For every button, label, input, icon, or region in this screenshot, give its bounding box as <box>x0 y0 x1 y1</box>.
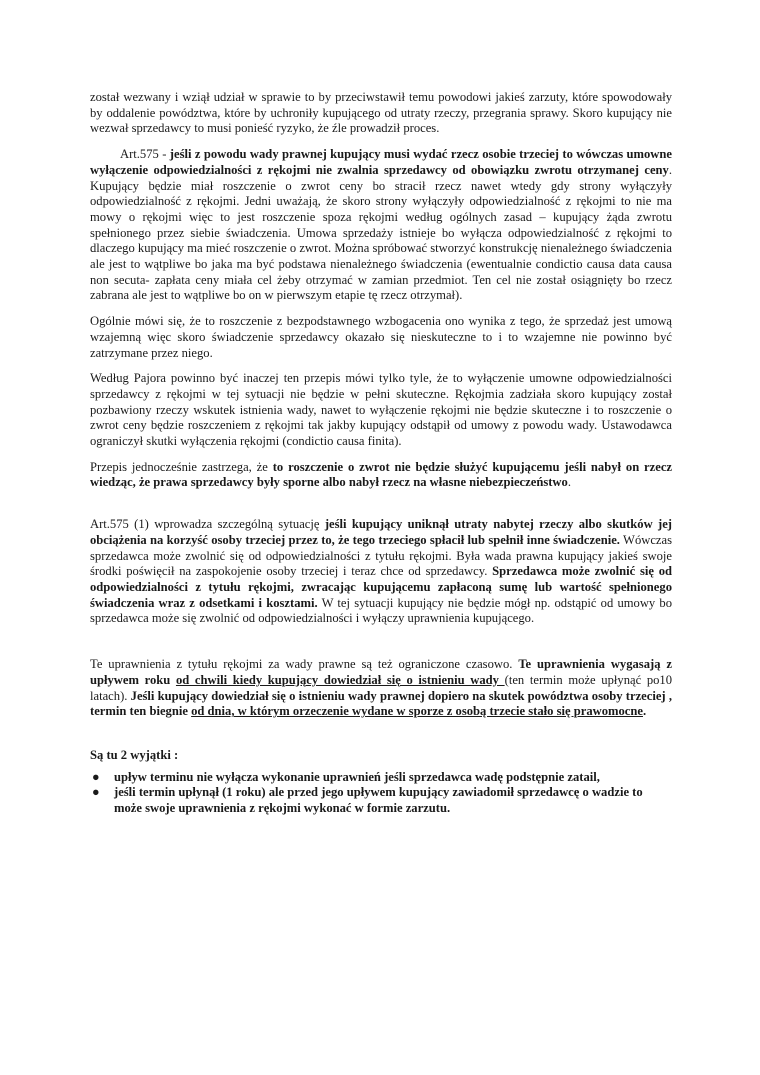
underlined-run: od chwili kiedy kupujący dowiedział się o istnieniu wady <box>175 672 505 687</box>
exceptions-list <box>90 770 672 817</box>
bold-run <box>176 673 505 687</box>
paragraph-1: został wezwany i wziął udział w sprawie to by przeciwstawił temu powodowi jakieś zarzuty, które spowodowały by oddalenie powództwa, które by uchroniły kupującego od utraty rzeczy, przegrania sprawy. Skoro kupujący nie wezwał sprzedawcy to musi ponieść ryzyko, że źle prowadził proces. <box>90 90 672 136</box>
paragraph-art-575-1 <box>90 517 672 627</box>
exceptions-section <box>90 748 672 817</box>
paragraph-3: Ogólnie mówi się, że to roszczenie z bezpodstawnego wzbogacenia ono wynika z tego, że sprzedaż jest umową wzajemną więc skoro świadczenie sprzedawcy okazało się nieskuteczne to i to wzajemne nie powinno być zatrzymane przez niego. <box>90 314 672 360</box>
bold-run: Te uprawnienia wygasają z upływem roku <box>90 657 672 687</box>
paragraph-time-limits <box>90 657 672 720</box>
bold-run: jeśli z powodu wady prawnej kupujący musi wydać rzecz osobie trzeciej to wówczas umowne wyłączenie odpowiedzialności z rękojmi nie zwalnia sprzedawcy od obowiązku zwrotu otrzymanej ceny <box>90 147 672 177</box>
paragraph-4: Według Pajora powinno być inaczej ten przepis mówi tylko tyle, że to wyłączenie umowne odpowiedzialności sprzedawcy z rękojmi w tej sytuacji nie będzie w pełni skuteczne. Rękojmia zadziała skoro kupujący został pozbawiony rzeczy wskutek istnienia wady, nawet to wyłączenie rękojmi nie będzie skuteczne i to roszczenie o zwrot ceny będzie roszczeniem z rękojmi tak jakby kupujący odstąpił od umowy z powodu wady. Ustawodawca ograniczył skutki wyłączenia rękojmi (condictio causa finita). <box>90 371 672 449</box>
exceptions-heading: Są tu 2 wyjątki : <box>90 747 179 762</box>
list-item <box>90 785 672 816</box>
bold-run: jeśli kupujący uniknął utraty nabytej rzeczy albo skutków jej obciążenia na korzyść osoby trzeciej przez to, że tego trzeciego spłacił lub spełnił inne świadczenie. <box>90 517 672 547</box>
text-run: Art.575 - <box>120 147 170 162</box>
text-run: W tej sytuacji kupujący nie będzie mógł np. odstąpić od umowy bo sprzedawca może się zwolnić od odpowiedzialności i wyłączy uprawnienia kupującego. <box>90 595 672 626</box>
text-run: Te uprawnienia z tytułu rękojmi za wady prawne są też ograniczone czasowo. <box>90 657 519 672</box>
paragraph-art-575 <box>90 147 672 304</box>
bullet-icon: ● <box>92 769 100 784</box>
list-item-text: upływ terminu nie wyłącza wykonanie uprawnień jeśli sprzedawca wadę podstępnie zatail, <box>114 769 600 784</box>
bold-run <box>191 704 643 718</box>
document-page <box>90 90 672 817</box>
text-run: Art.575 (1) wprowadza szczególną sytuację <box>90 517 325 532</box>
list-item-text: jeśli termin upłynął (1 roku) ale przed jego upływem kupujący zawiadomił sprzedawcę o wadzie to może swoje uprawnienia z rękojmi wykonać w formie zarzutu. <box>114 785 643 816</box>
bold-run: to roszczenie o zwrot nie będzie służyć kupującemu jeśli nabył on rzecz wiedząc, że prawa sprzedawcy były sporne albo nabył rzecz na własne niebezpieczeństwo <box>90 459 673 490</box>
bold-run: Sprzedawca może zwolnić się od odpowiedzialności z tytułu rękojmi, zwracając kupującemu zapłaconą sumę lub wartość spełnionego świadczenia wraz z odsetkami i kosztami. <box>90 564 673 610</box>
list-item <box>90 770 672 786</box>
text-run: . Kupujący będzie miał roszczenie o zwrot ceny bo stracił rzecz nawet wtedy gdy strony wyłączyły odpowiedzialność z rękojmi. Jedni uważają, że skoro strony wyłączyły odpowiedzialność z rękojmi to nie ma mowy o rękojmi więc to jest roszczenie spoza rękojmi według ogólnych zasad – kupujący żąda zwrotu spełnionego przez siebie świadczenia. Umowa sprzedaży istnieje bo wyłącza odpowiedzialność z rękojmi to dlaczego kupujący ma mieć roszczenie o zwrot. Można spróbować stworzyć konstrukcję nienależnego świadczenia ale jest to wątpliwe bo jaka ma być podstawa nienależnego świadczenia (ewentualnie condictio causa data causa non secuta- zapłata ceny miała cel żeby otrzymać w zamian przedmiot. Ten cel nie został osiągnięty bo rzecz zabrana ale jest to wątpliwe bo on w pierwszym etapie tę rzecz otrzymał). <box>90 162 672 303</box>
text-run: Wówczas sprzedawca może zwolnić się od odpowiedzialności z tytułu rękojmi. Była wada prawna kupujący jakieś swoje środki poświęcił na zaspokojenie osoby trzeciej i teraz chce od sprzedawcy. <box>90 532 673 579</box>
bullet-icon: ● <box>92 785 100 800</box>
bold-run: Jeśli kupujący dowiedział się o istnieniu wady prawnej dopiero na skutek powództwa osoby trzeciej , termin ten biegnie <box>90 688 672 719</box>
bold-run: . <box>642 704 647 719</box>
paragraph-5 <box>90 460 672 491</box>
text-run: Przepis jednocześnie zastrzega, że <box>90 459 273 474</box>
text-run: (ten termin może upłynąć po10 latach). <box>90 672 673 703</box>
text-run: . <box>567 475 571 490</box>
underlined-run: od dnia, w którym orzeczenie wydane w sporze z osobą trzecie stało się prawomocne <box>191 704 643 719</box>
